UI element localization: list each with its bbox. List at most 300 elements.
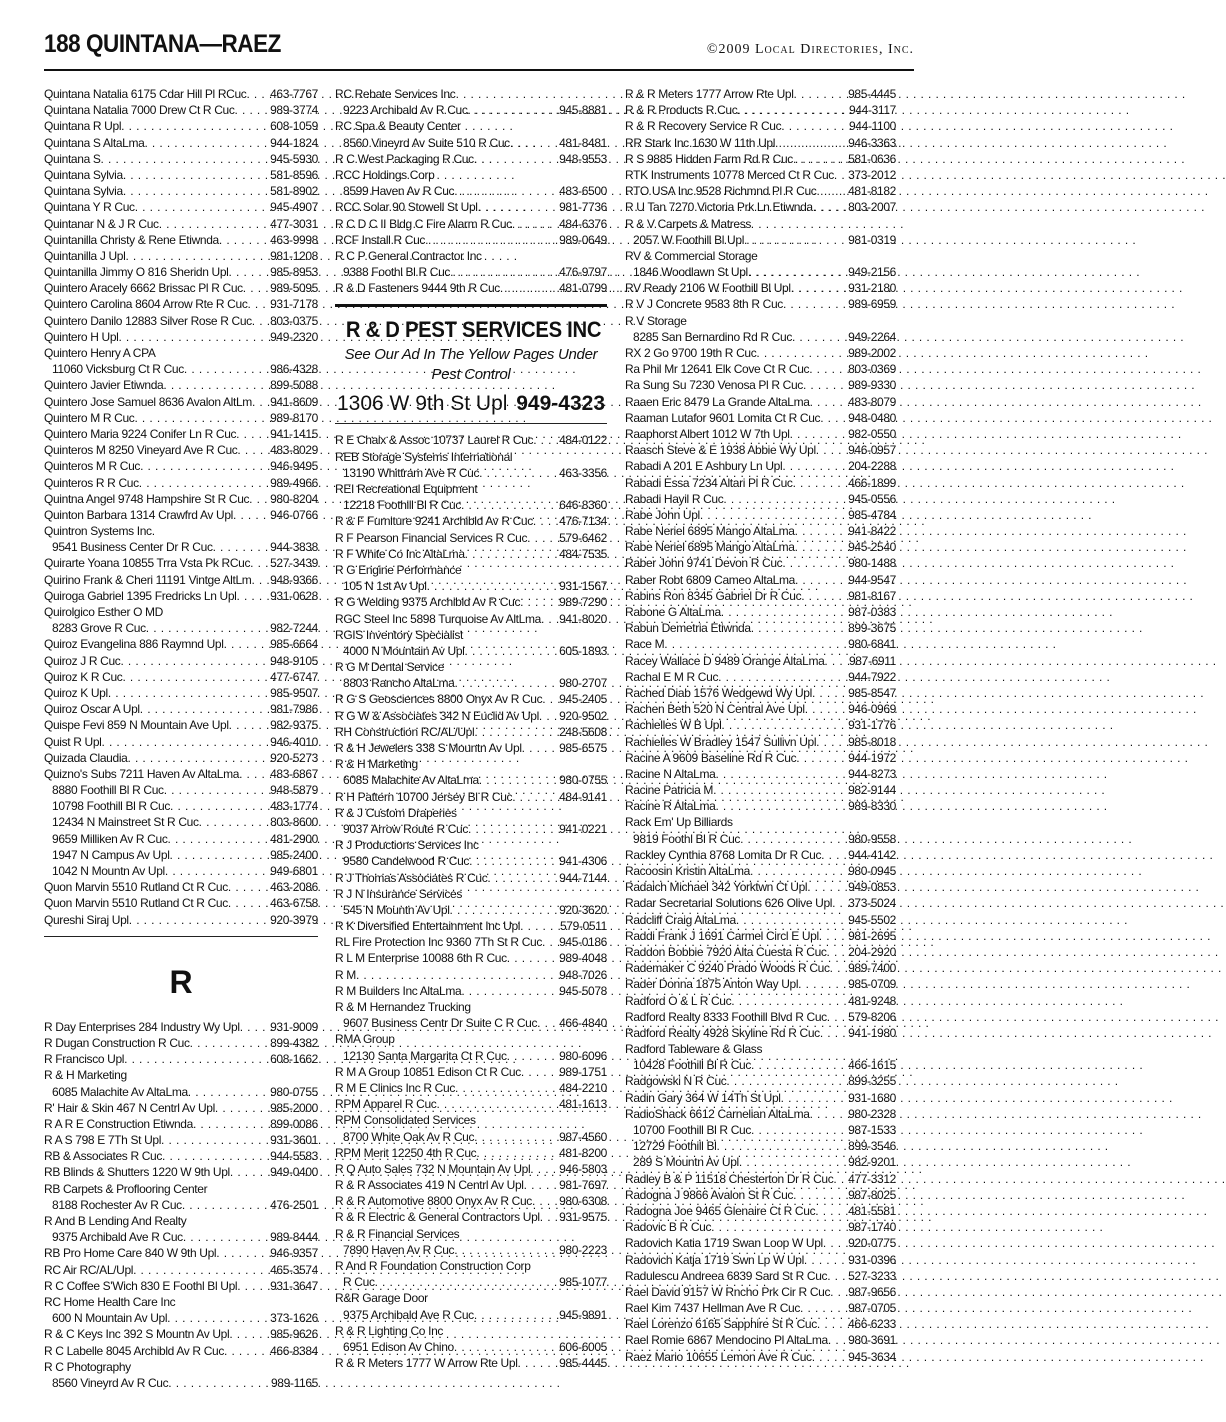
listing-entry	[44, 507, 318, 523]
listing-entry	[44, 86, 318, 102]
listing-phone: 945-3634	[848, 1349, 896, 1364]
listing-entry	[625, 993, 896, 1009]
listing-entry	[44, 280, 318, 296]
listing-subentry	[335, 821, 607, 837]
listing-name: 6085 Malachite Av AltaLma	[52, 1084, 188, 1099]
listing-name: Quiroz K R Cuc	[44, 669, 123, 684]
leader-dots	[474, 151, 557, 167]
listing-phone: 985-4784	[848, 507, 896, 522]
listing-phone: 945-0556	[848, 491, 896, 506]
listing-phone: 982-9144	[848, 783, 896, 798]
leader-dots	[715, 798, 846, 814]
leader-dots	[816, 734, 846, 750]
leader-dots	[240, 1019, 268, 1035]
leader-dots	[229, 1326, 268, 1342]
listing-phone: 989-1165	[270, 1375, 318, 1390]
leader-dots	[711, 1219, 846, 1235]
listing-heading: R&R Garage Door	[335, 1291, 428, 1306]
listing-phone: 803-8600	[270, 815, 318, 830]
leader-dots	[737, 102, 847, 118]
listing-entry	[625, 669, 896, 685]
listing-phone: 941-8609	[270, 394, 318, 409]
listing-subentry	[335, 643, 607, 659]
listing-name: R & D Fasteners 9444 9th R Cuc	[335, 281, 500, 296]
listing-name: Radcliff Craig AltaLma	[625, 912, 736, 927]
leader-dots	[751, 1122, 846, 1138]
leader-dots	[170, 847, 269, 863]
leader-dots	[804, 1252, 846, 1268]
leader-dots	[522, 740, 557, 756]
listing-entry	[625, 847, 896, 863]
leader-dots	[427, 578, 558, 594]
leader-dots	[801, 588, 846, 604]
listing-phone: 989-2002	[848, 346, 896, 360]
listing-entry	[44, 1035, 318, 1051]
listing-entry	[335, 870, 607, 886]
listing-name: Racine N AltaLma	[625, 766, 716, 781]
listing-phone: 949-6801	[270, 864, 318, 878]
listing-phone: 980-6308	[559, 1194, 607, 1209]
listing-entry	[44, 248, 318, 264]
leader-dots	[235, 102, 269, 118]
listing-phone: 920-5273	[270, 750, 318, 765]
listing-phone: 463-6758	[270, 896, 318, 911]
listing-name: R & R Products R Cuc	[625, 103, 738, 118]
leader-dots	[224, 636, 269, 652]
listing-name: Rabe John Upl	[625, 507, 700, 522]
listing-heading: RC Home Health Care Inc	[44, 1294, 176, 1309]
listing-name: R C West Packaging R Cuc	[335, 151, 474, 166]
listing-phone: 484-9141	[559, 789, 607, 804]
listing-name: Quizno's Subs 7211 Haven Av AltaLma	[44, 766, 240, 781]
listing-name: 12729 Foothill Bl	[633, 1139, 717, 1154]
listing-phone: 948-9366	[270, 572, 318, 587]
listing-phone: 931-9575	[559, 1210, 607, 1225]
leader-dots	[518, 1355, 558, 1371]
leader-dots	[252, 394, 268, 410]
listing-heading: R C Photography	[44, 1359, 131, 1374]
listing-name: Quintanilla Christy & Rene Etiwnda	[44, 232, 219, 247]
leader-dots	[805, 701, 846, 717]
leader-dots	[793, 1187, 846, 1203]
leader-dots	[791, 280, 846, 296]
listing-subentry	[44, 1229, 318, 1245]
listing-phone: 980-2328	[848, 1106, 896, 1121]
leader-dots	[478, 199, 557, 215]
listing-entry	[335, 967, 607, 983]
leader-dots	[540, 1209, 557, 1225]
listing-subentry	[44, 1375, 318, 1391]
listing-name: 13190 Whittram Ave R Cuc	[343, 465, 480, 480]
listing-phone: 981-1208	[270, 248, 318, 263]
listing-phone: 946-9357	[270, 1246, 318, 1261]
listing-phone: 466-8384	[270, 1343, 318, 1358]
listing-entry	[625, 928, 896, 944]
listing-name: Raber Robt 6809 Cameo AltaLma	[625, 572, 795, 587]
listing-phone: 945-2405	[559, 692, 607, 707]
leader-dots	[237, 442, 268, 458]
listing-phone: 466-4840	[559, 1016, 607, 1031]
leader-dots	[474, 724, 557, 740]
leader-dots	[794, 86, 847, 102]
listing-phone: 945-0186	[559, 935, 607, 950]
leader-dots	[782, 458, 846, 474]
listing-name: 8283 Grove R Cuc	[52, 621, 146, 636]
listing-name: Quintero Javier Etiwnda	[44, 378, 164, 393]
listing-subentry	[44, 798, 318, 814]
listing-phone: 989-3774	[270, 103, 318, 118]
listing-name: RH Construction RC/AL/Upl	[335, 724, 475, 739]
leader-dots	[827, 1009, 846, 1025]
listing-subentry	[335, 578, 607, 594]
leader-dots	[436, 1096, 557, 1112]
listing-subentry	[44, 1310, 318, 1326]
listing-name: Rabe Neriel 6895 Mango AltaLma	[625, 540, 795, 555]
listing-name: 7890 Haven Av R Cuc	[343, 1242, 455, 1257]
listing-phone: 941-1980	[848, 1025, 896, 1040]
listing-phone: 463-7767	[270, 87, 318, 101]
listing-phone: 527-3233	[848, 1268, 896, 1283]
listing-phone: 989-5095	[270, 281, 318, 296]
leader-dots	[215, 1100, 268, 1116]
listing-heading: R G Engine Performance	[335, 562, 462, 577]
listing-entry	[625, 1090, 896, 1106]
listing-phone: 987-0705	[848, 1301, 896, 1316]
listing-name: Rabe Neriel 6895 Mango AltaLma	[625, 524, 795, 539]
listing-name: Quist R Upl	[44, 734, 102, 749]
listing-entry	[335, 1096, 607, 1112]
page-header	[44, 30, 914, 68]
listing-entry	[44, 1262, 318, 1278]
leader-dots	[120, 653, 268, 669]
leader-dots	[193, 1116, 268, 1132]
leader-dots	[721, 717, 846, 733]
listing-name: 6085 Malachite Av AltaLma	[343, 773, 479, 788]
leader-dots	[468, 821, 557, 837]
listing-subentry	[335, 853, 607, 869]
listing-phone: 373-2012	[848, 167, 896, 182]
listing-entry	[625, 1316, 896, 1332]
listing-subentry	[335, 1048, 607, 1064]
listing-entry	[44, 572, 318, 588]
listing-subentry	[625, 1154, 896, 1170]
listing-phone: 981-8167	[848, 588, 896, 603]
listing-phone: 931-0396	[848, 1252, 896, 1267]
listing-phone: 989-8330	[848, 799, 896, 814]
listing-name: RCF Install R Cuc	[335, 232, 426, 247]
listing-entry	[625, 1268, 896, 1284]
leader-dots	[810, 1106, 847, 1122]
listing-name: Radovich Katia 1719 Swan Loop W Upl	[625, 1236, 823, 1251]
ad-address: 1306 W 9th St Upl	[337, 392, 508, 416]
listing-phone: 987-1533	[848, 1123, 896, 1137]
listing-name: 1947 N Campus Av Upl	[52, 847, 170, 862]
listing-phone: 945-2540	[848, 540, 896, 555]
leader-dots	[796, 750, 846, 766]
listing-entry	[625, 491, 896, 507]
listing-name: Quintana Natalia 7000 Drew Ct R Cuc	[44, 103, 235, 118]
listing-name: Quintanilla J Upl	[44, 248, 126, 263]
listing-phone: 481-5581	[848, 1203, 896, 1218]
listing-phone: 931-3647	[270, 1278, 318, 1293]
listing-name: Rademaker C 9240 Prado Woods R Cuc	[625, 961, 830, 976]
listing-name: Quintanilla Jimmy O 816 Sheridn Upl	[44, 265, 229, 280]
leader-dots	[184, 361, 268, 377]
listing-phone: 989-9330	[848, 378, 896, 393]
listing-column-2	[335, 86, 607, 1371]
listing-name: Racoosin Kristin AltaLma	[625, 864, 750, 878]
leader-dots	[798, 976, 846, 992]
listing-name: R & R Recovery Service R Cuc	[625, 119, 782, 134]
listing-name: Rabun Demetria Etiwnda	[625, 621, 751, 636]
listing-entry	[625, 701, 896, 717]
leader-dots	[510, 135, 557, 151]
listing-phone: 931-9009	[270, 1019, 318, 1034]
listing-entry	[44, 216, 318, 232]
listing-column-3	[625, 86, 896, 1365]
listing-name: 9607 Business Centr Dr Suite C R Cuc	[343, 1016, 538, 1031]
leader-dots	[461, 497, 557, 513]
listing-name: Radford O & L R Cuc	[625, 993, 732, 1008]
leader-dots	[795, 523, 846, 539]
listing-name: Rabins Ron 8345 Gabriel Dr R Cuc	[625, 588, 802, 603]
leader-dots	[828, 1332, 846, 1348]
leader-dots	[748, 264, 846, 280]
listing-name: Radogna J 9866 Avalon St R Cuc	[625, 1187, 794, 1202]
listing-phone: 608-1059	[270, 119, 318, 134]
listing-phone: 920-3979	[270, 912, 318, 927]
listing-entry	[44, 766, 318, 782]
listing-phone: 989-0649	[559, 232, 607, 247]
listing-entry	[625, 539, 896, 555]
listing-phone: 483-6500	[559, 184, 607, 199]
listing-phone: 579-6462	[559, 530, 607, 545]
listing-subentry	[44, 831, 318, 847]
listing-entry	[44, 102, 318, 118]
listing-entry	[625, 199, 896, 215]
listing-phone: 945-4907	[270, 200, 318, 215]
listing-entry	[44, 458, 318, 474]
leader-dots	[782, 555, 846, 571]
listing-name: RGC Steel Inc 5898 Turquoise Av AltLma	[335, 611, 541, 626]
listing-heading: RMA Group	[335, 1032, 395, 1047]
listing-entry	[335, 789, 607, 805]
listing-phone: 980-1488	[848, 556, 896, 571]
listing-entry	[44, 199, 318, 215]
listing-phone: 982-7244	[270, 621, 318, 636]
listing-phone: 899-5088	[270, 378, 318, 393]
listing-name: R & F Furniture 9241 Archibld Av R Cuc	[335, 514, 533, 529]
listing-phone: 899-0086	[270, 1116, 318, 1131]
listing-name: RTK Instruments 10778 Merced Ct R Cuc	[625, 167, 834, 182]
listing-entry	[44, 895, 318, 911]
listing-name: 4000 N Mountain Av Upl	[343, 643, 465, 658]
listing-name: Ra Phil Mr 12641 Elk Cove Ct R Cuc	[625, 362, 810, 377]
listing-name: 8560 Vineyrd Av Suite 510 R Cuc	[343, 135, 510, 150]
listing-subentry	[335, 264, 607, 280]
listing-name: RX 2 Go 9700 19th R Cuc	[625, 346, 757, 360]
leader-dots	[229, 264, 269, 280]
leader-dots	[183, 1229, 268, 1245]
listing-entry	[44, 118, 318, 134]
leader-dots	[740, 831, 846, 847]
listing-name: Quinteros M 8250 Vineyard Ave R Cuc	[44, 443, 238, 458]
leader-dots	[250, 555, 268, 571]
listing-name: R Dugan Construction R Cuc	[44, 1035, 190, 1050]
listing-phone: 899-3255	[848, 1074, 896, 1089]
leader-dots	[233, 507, 268, 523]
listing-entry	[335, 1209, 607, 1225]
leader-dots	[123, 167, 268, 183]
leader-dots	[795, 539, 846, 555]
listing-name: Quiroz Evangelina 886 Raymnd Upl	[44, 637, 224, 652]
listing-name: Quintero M R Cuc	[44, 410, 135, 425]
listing-entry	[335, 1177, 607, 1193]
listing-phone: 981-0319	[848, 232, 896, 247]
listing-entry	[44, 491, 318, 507]
header-rule	[44, 69, 914, 71]
listing-column-1	[44, 86, 318, 1391]
listing-phone: 581-0636	[848, 151, 896, 166]
listing-phone: 931-1776	[848, 718, 896, 733]
listing-phone: 948-0480	[848, 410, 896, 425]
listing-name: Quirarte Yoana 10855 Trra Vsta Pk RCuc	[44, 556, 251, 571]
listing-phone: 920-3620	[559, 902, 607, 917]
listing-heading: R V Storage	[625, 313, 687, 328]
listing-heading: Quintero Henry A CPA	[44, 346, 156, 360]
listing-name: 12130 Santa Margarita Ct R Cuc	[343, 1048, 507, 1063]
leader-dots	[781, 1090, 846, 1106]
listing-name: Racey Wallace D 9489 Orange AltaLma	[625, 653, 825, 668]
leader-dots	[237, 1278, 268, 1294]
listing-entry	[335, 432, 607, 448]
listing-phone: 941-8020	[559, 611, 607, 626]
leader-dots	[830, 1284, 846, 1300]
listing-phone: 980-0945	[848, 864, 896, 878]
listing-phone: 248-5608	[559, 724, 607, 739]
listing-phone: 931-0628	[270, 588, 318, 603]
leader-dots	[750, 863, 846, 879]
listing-phone: 981-7736	[559, 200, 607, 215]
listing-phone: 989-4966	[270, 475, 318, 490]
leader-dots	[118, 329, 268, 345]
leader-dots	[199, 814, 268, 830]
listing-phone: 941-4306	[559, 854, 607, 869]
listing-name: Quintana S AltaLma	[44, 135, 145, 150]
listing-name: 8700 White Oak Av R Cuc	[343, 1129, 475, 1144]
listing-name: Quiroz J R Cuc	[44, 653, 121, 668]
listing-phone: 463-3356	[559, 465, 607, 480]
listing-name: Quintna Angel 9748 Hampshire St R Cuc	[44, 491, 250, 506]
listing-name: R & R Meters 1777 W Arrow Rte Upl	[335, 1356, 518, 1371]
listing-entry	[625, 1252, 896, 1268]
listing-phone: 946-3363	[848, 135, 896, 150]
listing-name: Rabone G AltaLma	[625, 605, 721, 619]
listing-entry	[44, 135, 318, 151]
listing-phone: 463-9998	[270, 232, 318, 247]
listing-phone: 466-6233	[848, 1317, 896, 1332]
leader-dots	[461, 983, 557, 999]
listing-phone: 985-9507	[270, 685, 318, 700]
listing-phone: 985-4445	[559, 1356, 607, 1371]
leader-dots	[664, 636, 846, 652]
listing-entry	[335, 530, 607, 546]
ad-note-line-2: Pest Control	[431, 366, 511, 384]
listing-phone: 985-1077	[559, 1275, 607, 1290]
listing-name: Quon Marvin 5510 Rutland Ct R Cuc	[44, 896, 228, 911]
listing-phone: 981-7986	[270, 702, 318, 717]
listing-entry	[625, 555, 896, 571]
listing-entry	[625, 1219, 896, 1235]
listing-phone: 483-8029	[270, 443, 318, 458]
listing-name: Ra Sung Su 7230 Venosa Pl R Cuc	[625, 378, 803, 393]
listing-phone: 944-3838	[270, 540, 318, 555]
leader-dots	[542, 934, 557, 950]
listing-entry	[44, 1164, 318, 1180]
listing-entry	[44, 701, 318, 717]
listing-name: Radaich Michael 342 Yorktwn Ct Upl	[625, 880, 808, 895]
leader-dots	[744, 232, 846, 248]
leader-dots	[783, 296, 846, 312]
leader-dots	[167, 1310, 268, 1326]
listing-entry	[44, 410, 318, 426]
listing-subentry	[335, 902, 607, 918]
listing-entry	[335, 611, 607, 627]
listing-heading: R & J Custom Draperies	[335, 805, 457, 820]
leader-dots	[247, 296, 268, 312]
listing-phone: 484-6376	[559, 216, 607, 231]
listing-phone: 941-0221	[559, 821, 607, 836]
leader-dots	[833, 1171, 846, 1187]
listing-name: R H Pattern 10700 Jersey Bl R Cuc	[335, 789, 513, 804]
listing-name: 9388 Foothl Bl R Cuc	[343, 265, 451, 280]
listing-phone: 481-1613	[559, 1097, 607, 1112]
listing-name: RR Stark Inc 1630 W 11th Upl	[625, 135, 776, 150]
listing-subentry	[625, 329, 896, 345]
listing-phone: 949-0853	[848, 880, 896, 895]
listing-entry	[625, 102, 896, 118]
listing-phone: 980-9558	[848, 831, 896, 846]
listing-entry	[44, 329, 318, 345]
listing-phone: 946-9495	[270, 459, 318, 474]
listing-subentry	[335, 102, 607, 118]
listing-entry	[44, 183, 318, 199]
listing-phone: 982-0550	[848, 426, 896, 441]
leader-dots	[817, 1316, 846, 1332]
listing-phone: 944-7922	[848, 669, 896, 684]
leader-dots	[775, 135, 846, 151]
leader-dots	[756, 345, 846, 361]
listing-name: 1846 Woodlawn St Upl	[633, 265, 748, 280]
listing-entry	[625, 588, 896, 604]
listing-name: Radford Realty 4928 Skyline Rd R Cuc	[625, 1025, 820, 1040]
listing-name: Raddi Frank J 1691 Carmel Circl E Upl	[625, 928, 819, 943]
listing-heading: R & V Carpets & Matress	[625, 216, 751, 231]
listing-name: Qureshi Siraj Upl	[44, 912, 129, 927]
listing-entry	[44, 296, 318, 312]
listing-phone: 985-6664	[270, 637, 318, 652]
leader-dots	[723, 491, 846, 507]
listing-entry	[44, 912, 318, 928]
listing-entry	[625, 394, 896, 410]
leader-dots	[512, 216, 557, 232]
section-divider	[44, 936, 318, 937]
listing-phone: 981-2695	[848, 928, 896, 943]
listing-entry	[335, 1355, 607, 1371]
listing-phone: 946-0969	[848, 702, 896, 717]
leader-dots	[524, 1177, 557, 1193]
listing-phone: 944-1100	[848, 119, 896, 134]
